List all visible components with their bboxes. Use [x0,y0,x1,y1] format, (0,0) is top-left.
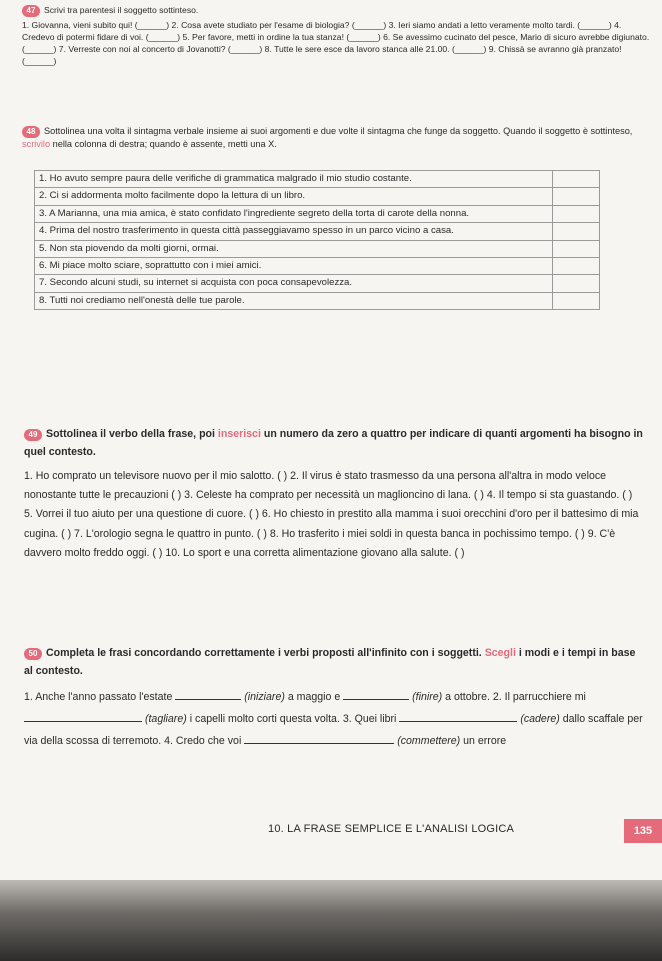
exercise-50-instruction-a: Completa le frasi concordando correttamente i verbi proposti all'infinito con i soggetti. [46,647,485,659]
sentence-cell: 8. Tutti noi crediamo nell'onestà delle tue parole. [35,292,553,309]
chapter-title: 10. LA FRASE SEMPLICE E L'ANALISI LOGICA [268,823,515,835]
exercise-50 [24,644,646,752]
sentence-text: 2. Il parrucchiere mi [492,691,586,703]
sentence-text: a ottobre. [445,691,490,703]
verb-hint: (tagliare) [144,713,187,725]
sentence-cell: 1. Ho avuto sempre paura delle verifiche di grammatica malgrado il mio studio costante. [35,171,553,188]
sentence-text: a maggio e [287,691,341,703]
photo-shadow [0,880,662,961]
exercise-number-47: 47 [22,5,40,17]
sentence-cell: 3. A Marianna, una mia amica, è stato confidato l'ingrediente segreto della torta di carote della nonna. [35,205,553,222]
exercise-49-instruction-a: Sottolinea il verbo della frase, poi [46,428,218,440]
exercise-50-sentences [24,686,646,752]
answer-cell[interactable] [553,188,600,205]
exercise-48-instruction-a: Sottolinea una volta il sintagma verbale insieme ai suoi argomenti e due volte il sintagma che funge da soggetto. Quando il soggetto è sottinteso, [44,126,633,136]
table-row [35,205,600,222]
table-row [35,275,600,292]
answer-blank[interactable] [343,689,409,700]
verb-hint: (cadere) [520,713,560,725]
page-number: 135 [624,819,662,843]
exercise-48-keyword: scrivilo [22,139,51,149]
exercise-49-keyword: inserisci [217,428,261,440]
exercise-47 [22,4,650,67]
sentence-cell: 7. Secondo alcuni studi, su internet si acquista con poca consapevolezza. [35,275,553,292]
verb-hint: (commettere) [397,735,461,747]
exercise-number-50: 50 [24,648,42,660]
exercise-50-instruction-b: i modi e i tempi in base al contesto. [24,647,636,677]
answer-cell[interactable] [553,171,600,188]
exercise-number-49: 49 [24,429,42,441]
answer-cell[interactable] [553,205,600,222]
answer-blank[interactable] [244,733,394,744]
exercise-48-instruction-b: nella colonna di destra; quando è assente, metti una X. [50,139,277,149]
exercise-47-text: 1. Giovanna, vieni subito qui! (______) 2. Cosa avete studiato per l'esame di biologia? (______) 3. Ieri siamo andati a letto veramente molto tardi. (______) 4. Credevo di potermi fidare di voi. (______) 5. Per favore, metti in ordine la tua stanza! (______) 6. Se avessimo cucinato del pesce, Mario di sicuro avrebbe digiunato. (______) 7. Verreste con noi al concerto di Jovanotti? (______) 8. Tutte le sere esce da lavoro stanca alle 21.00. (______) 9. Chissà se avranno già pranzato! (______) [22,20,650,66]
sentence-cell: 6. Mi piace molto sciare, soprattutto con i miei amici. [35,258,553,275]
table-row [35,292,600,309]
sentence-text: 1. Anche l'anno passato l'estate [24,691,173,703]
exercise-49 [24,425,644,563]
sentence-text: un errore [463,735,507,747]
page-footer [0,819,662,843]
exercise-49-text: 1. Ho comprato un televisore nuovo per il mio salotto. ( ) 2. Il virus è stato trasmesso da una persona all'altra in modo veloce nonostante tutte le precauzioni ( ) 3. Celeste ha comprato per necessità un maglioncino di lana. ( ) 4. Il tempo si sta guastando. ( ) 5. Vorrei il tuo aiuto per una questione di cuore. ( ) 6. Ho chiesto in prestito alla mamma i suoi orecchini d'oro per il battesimo di mia cugina. ( ) 7. L'orologio segna le quattro in punto. ( ) 8. Ho trasferito i miei soldi in questa banca in pochissimo tempo. ( ) 9. C'è davvero molto freddo oggi. ( ) 10. Lo sport e una corretta alimentazione giovano alla salute. ( ) [24,470,639,559]
table-row [35,258,600,275]
table-row [35,171,600,188]
answer-blank[interactable] [175,689,241,700]
sentence-text: 3. Quei libri [342,713,397,725]
answer-blank[interactable] [399,711,517,722]
sentence-text: dallo scaffale per via della scossa di terremoto. [24,713,643,747]
sentence-cell: 5. Non sta piovendo da molti giorni, ormai. [35,240,553,257]
answer-cell[interactable] [553,240,600,257]
verb-hint: (iniziare) [244,691,285,703]
sentence-cell: 2. Ci si addormenta molto facilmente dopo la lettura di un libro. [35,188,553,205]
answer-cell[interactable] [553,275,600,292]
table-row [35,188,600,205]
sentence-text: 4. Credo che voi [164,735,242,747]
answer-cell[interactable] [553,292,600,309]
sentence-cell: 4. Prima del nostro trasferimento in questa città passeggiavamo spesso in un parco vicino a casa. [35,223,553,240]
sentence-text: i capelli molto corti questa volta. [189,713,340,725]
exercise-number-48: 48 [22,126,40,138]
exercise-50-keyword: Scegli [484,647,516,659]
table-row [35,223,600,240]
answer-blank[interactable] [24,711,142,722]
exercise-48 [22,125,650,150]
exercise-49-instruction-b: un numero da zero a quattro per indicare di quanti argomenti ha bisogno in quel contesto. [24,428,643,458]
verb-hint: (finire) [412,691,443,703]
answer-cell[interactable] [553,258,600,275]
table-row [35,240,600,257]
sentence-table [34,170,600,310]
answer-cell[interactable] [553,223,600,240]
exercise-47-instruction: Scrivi tra parentesi il soggetto sottinteso. [44,5,199,15]
